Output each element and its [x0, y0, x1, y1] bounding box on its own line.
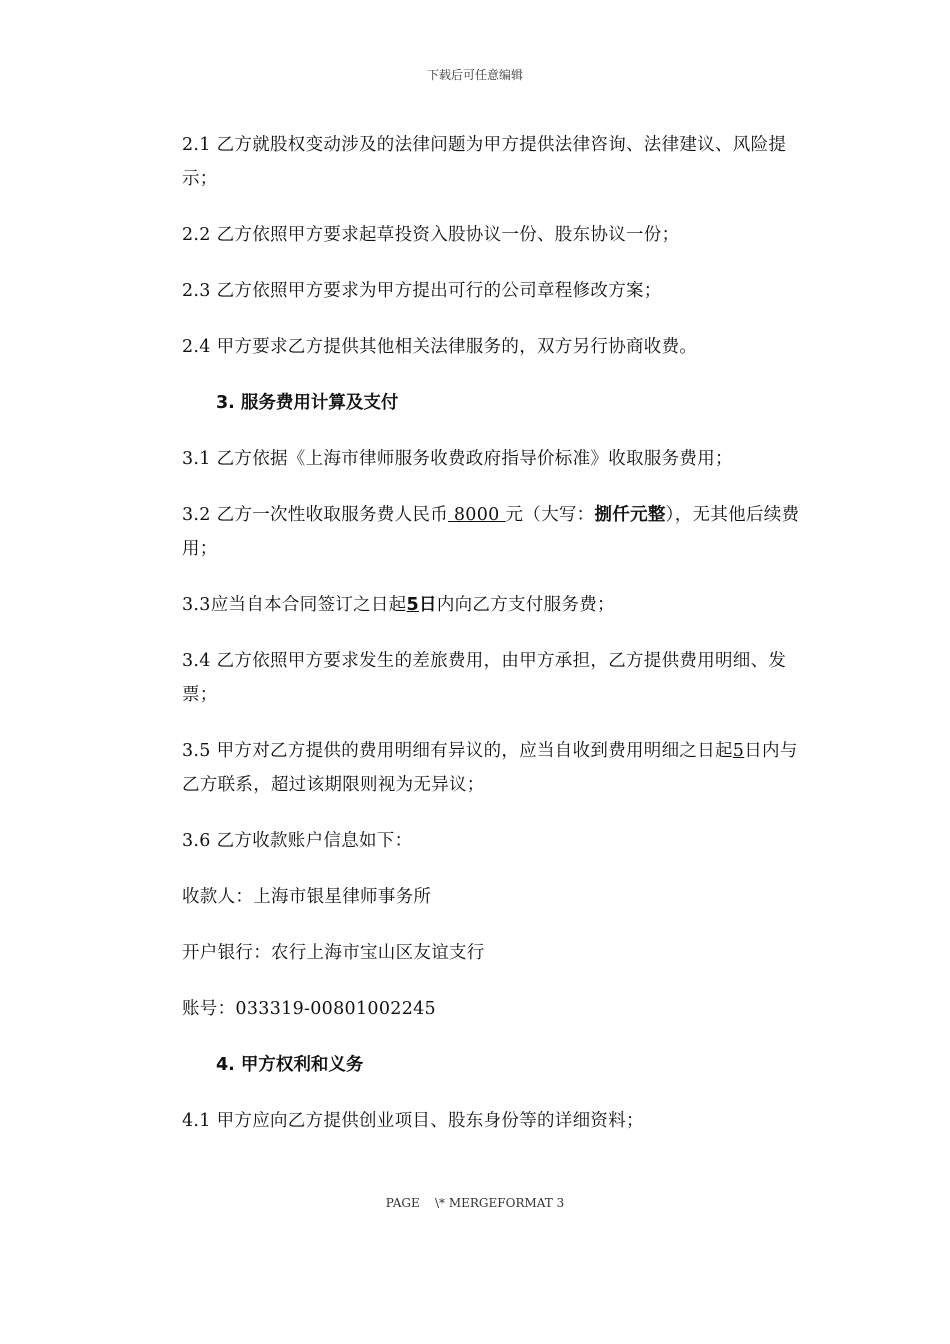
clause-3-5-text-a: 3.5 甲方对乙方提供的费用明细有异议的，应当自收到费用明细之日起	[182, 741, 733, 761]
clause-3-5	[182, 734, 814, 802]
clause-3-2-text-b: 元（大写：	[505, 505, 595, 525]
clause-3-3-text-b: 内向乙方支付服务费；	[436, 595, 615, 615]
account-line: 账号：033319-00801002245	[182, 999, 436, 1019]
payee-line: 收款人：上海市银星律师事务所	[182, 887, 432, 907]
bank-line: 开户银行：农行上海市宝山区友谊支行	[182, 943, 485, 963]
clause-3-2-text-c: ），无其他后续费用；	[182, 505, 800, 559]
clause-3-2-text-a: 3.2 乙方一次性收取服务费人民币	[182, 505, 448, 525]
clause-2-1: 2.1 乙方就股权变动涉及的法律问题为甲方提供法律咨询、法律建议、风险提示；	[182, 135, 787, 189]
clause-3-1: 3.1 乙方依据《上海市律师服务收费政府指导价标准》收取服务费用；	[182, 449, 733, 469]
fee-amount-chinese: 捌仟元整	[594, 505, 666, 525]
clause-2-3: 2.3 乙方依照甲方要求为甲方提出可行的公司章程修改方案；	[182, 281, 662, 301]
objection-days: 5	[732, 741, 745, 761]
clause-4-1: 4.1 甲方应向乙方提供创业项目、股东身份等的详细资料；	[182, 1111, 644, 1131]
document-body	[182, 128, 814, 1160]
clause-3-3	[182, 588, 814, 622]
page-footer: PAGE \* MERGEFORMAT 3	[385, 1196, 565, 1210]
fee-amount: 8000	[448, 505, 506, 525]
clause-2-4: 2.4 甲方要求乙方提供其他相关法律服务的，双方另行协商收费。	[182, 337, 698, 357]
payment-days-unit: 日	[419, 595, 437, 615]
payment-days: 5	[406, 595, 420, 615]
page-header: 下载后可任意编辑	[426, 68, 523, 82]
clause-3-2	[182, 498, 814, 566]
clause-2-2: 2.2 乙方依照甲方要求起草投资入股协议一份、股东协议一份；	[182, 225, 680, 245]
section-heading-4: 4. 甲方权利和义务	[216, 1055, 364, 1075]
section-heading-3: 3. 服务费用计算及支付	[216, 393, 399, 413]
clause-3-5-text-b: 日内与乙方联系，超过该期限则视为无异议；	[182, 741, 798, 795]
clause-3-6: 3.6 乙方收款账户信息如下：	[182, 831, 413, 851]
clause-3-3-text-a: 3.3应当自本合同签订之日起	[182, 595, 407, 615]
clause-3-4: 3.4 乙方依照甲方要求发生的差旅费用，由甲方承担，乙方提供费用明细、发票；	[182, 651, 787, 705]
